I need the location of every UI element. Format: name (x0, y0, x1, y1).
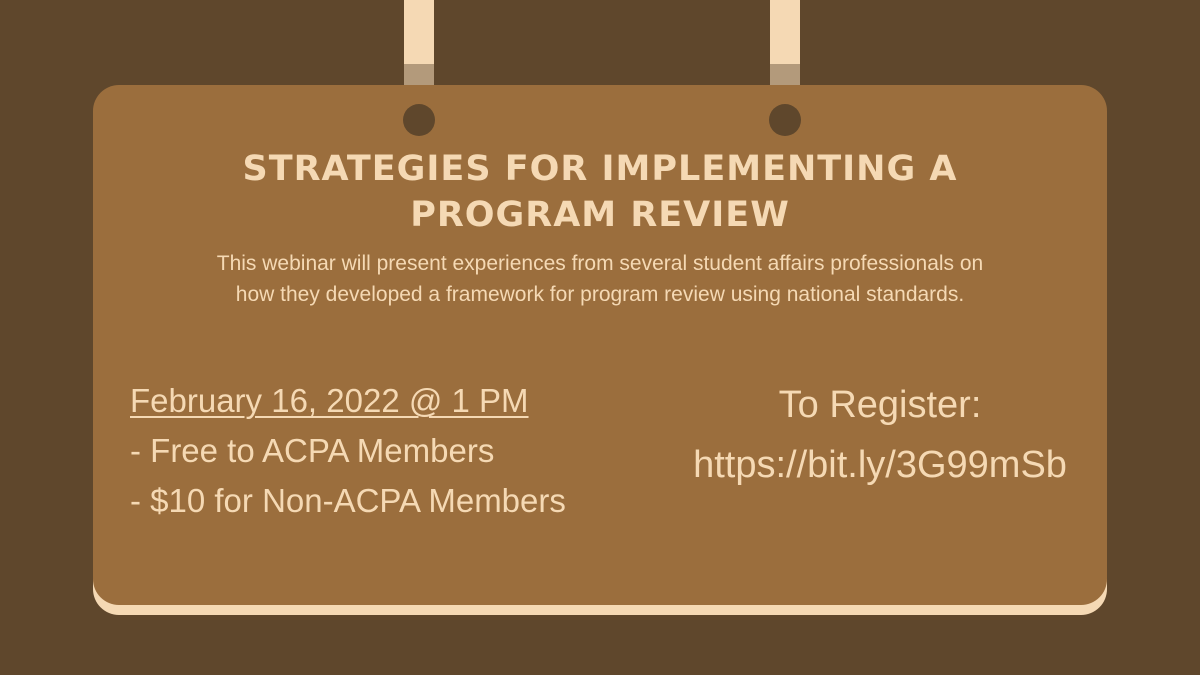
register-label: To Register: (778, 384, 982, 426)
webinar-title: STRATEGIES FOR IMPLEMENTING A PROGRAM REVIEW (242, 149, 958, 235)
pricing-non-members: - $10 for Non-ACPA Members (130, 482, 566, 519)
webinar-description: This webinar will present experiences from several student affairs professionals on how they developed a framework for program review using national standards. (216, 252, 984, 306)
right-hanging-strap (770, 0, 800, 86)
right-strap-shadow (770, 64, 800, 86)
left-hanging-hole (403, 104, 435, 136)
event-date: February 16, 2022 @ 1 PM (130, 382, 529, 419)
pricing-members: - Free to ACPA Members (130, 432, 495, 469)
registration-info (630, 375, 1130, 495)
left-hanging-strap (404, 0, 434, 86)
left-strap-shadow (404, 64, 434, 86)
right-hanging-hole (769, 104, 801, 136)
register-link[interactable]: https://bit.ly/3G99mSb (693, 444, 1067, 486)
event-details (130, 376, 650, 526)
